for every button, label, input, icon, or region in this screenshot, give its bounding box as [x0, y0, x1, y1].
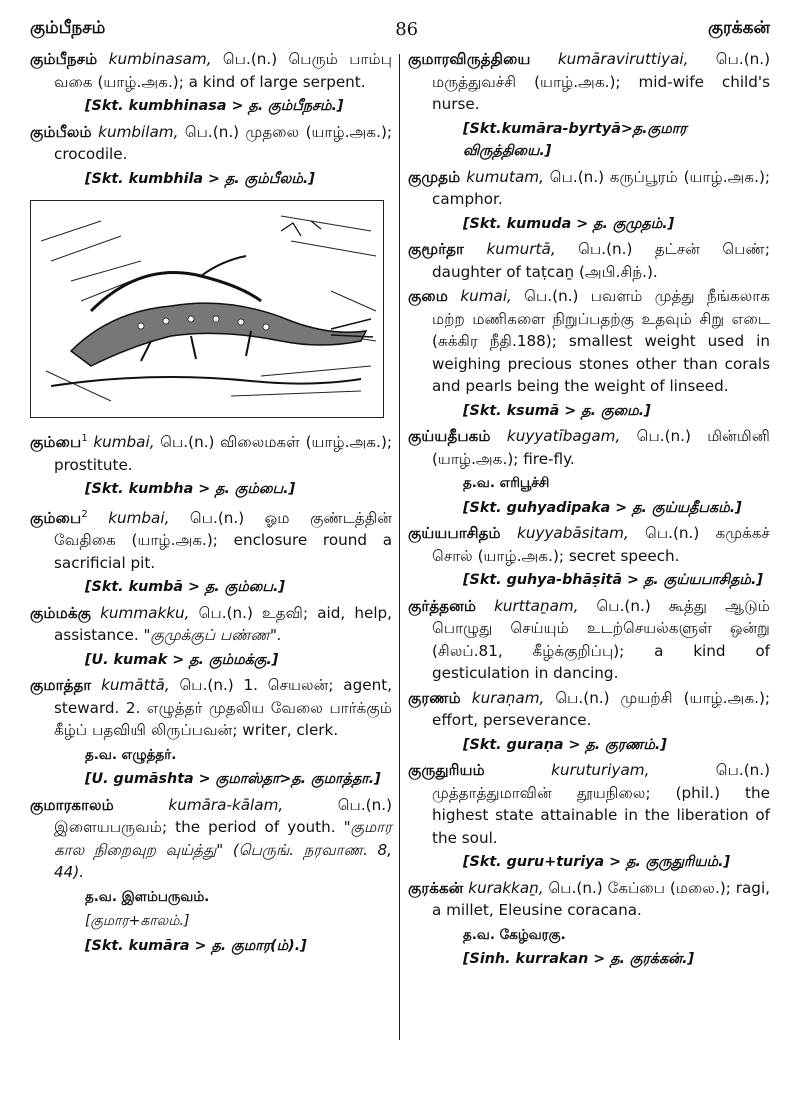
definition: பெ.(n.) இளையபருவம்; the period of youth. [54, 795, 392, 837]
etymology: [Skt. kumbha > த. கும்பை.] [85, 481, 296, 498]
transliteration: kuyyatībagam, [506, 427, 621, 445]
entry-line [30, 121, 392, 166]
transliteration: kumutam, [466, 167, 544, 186]
definition: பெ.(n.) கேப்பை (மலை.); ragi, a millet, Eleusine coracana. [432, 878, 770, 919]
dictionary-entry [408, 166, 770, 236]
page-header [30, 14, 770, 44]
dictionary-entry [30, 121, 392, 191]
definition: பெ.(n.) மின்மினி (யாழ்.அக.); fire-fly. [432, 427, 770, 468]
etymology: [U. gumāshta > குமாஸ்தா>த. குமாத்தா.] [85, 771, 381, 788]
tamil-equivalent: த.வ. எரிபூச்சி [463, 475, 550, 491]
entry-line [30, 794, 392, 884]
headword: கும்பை [30, 433, 82, 452]
etymology: [Skt. kumbhinasa > த. கும்பீநசம்.] [85, 98, 344, 114]
headword: குமுதம் [408, 167, 461, 186]
headword: குரணம் [408, 688, 461, 707]
definition: பெ.(n.) ஓம குண்டத்தின் வேதிகை (யாழ்.அக.); enclosure round a sacrificial pit. [54, 508, 392, 572]
entry-line [408, 48, 770, 116]
headword: குமாரவிருத்தியை [408, 50, 531, 68]
definition: பெ.(n.) விலைமகள் (யாழ்.அக.); prostitute. [54, 433, 393, 474]
dictionary-entry [30, 428, 392, 501]
transliteration: kuraṇam, [471, 688, 545, 707]
headword: குமை [408, 287, 449, 305]
etymology: [Skt.kumāra-byrtyā>த.குமார விருத்தியை.] [463, 120, 687, 159]
tamil-equivalent: த.வ. இளம்பருவம். [85, 888, 210, 905]
definition: பெ.(n.) கருப்பூரம் (யாழ்.அக.); camphor. [432, 167, 771, 208]
entry-line [30, 428, 392, 476]
definition: பெ.(n.) பவளம் முத்து நீங்கலாக மற்ற மணிகளை நிறுப்பதற்கு உதவும் சிறு எடை (சுக்கிர நீதி.188); smallest weight used in weighing precious stones other than corals and pearls being the weight of linseed. [432, 287, 771, 395]
headword: குருதுரியம் [408, 761, 485, 779]
headword: குய்யபாசிதம் [408, 524, 501, 542]
headword: கும்மக்கு [30, 603, 91, 622]
headword: கும்பை [30, 508, 82, 527]
page-number: 86 [395, 18, 419, 40]
transliteration: kuruturiyam, [551, 761, 650, 779]
citation-quote: "குமார கால நிறைவுற வுய்த்து" (பெருங். நரவாண. 8, 44). [54, 818, 392, 882]
dictionary-entry [30, 602, 392, 672]
crocodile-icon [31, 201, 382, 416]
transliteration: kummakku, [100, 603, 190, 622]
etymology: [Skt. kumbhila > த. கும்பீலம்.] [85, 170, 315, 187]
headword: குமூர்தா [408, 240, 464, 258]
entry-line [408, 166, 770, 211]
definition: பெ.(n.) மருத்துவச்சி (யாழ்.அக.); mid-wife child's nurse. [432, 50, 771, 113]
right-column [408, 48, 770, 974]
transliteration: kumbai, [108, 508, 170, 527]
transliteration: kumāraviruttiyai, [557, 50, 689, 68]
definition: பெ.(n.) பெரும் பாம்பு வகை (யாழ்.அக.); a kind of large serpent. [54, 50, 393, 91]
headword: குரக்கன் [408, 878, 464, 897]
headword: குர்த்தனம் [408, 596, 477, 615]
entry-line [408, 285, 770, 398]
dictionary-entry [408, 595, 770, 685]
dictionary-entry [30, 504, 392, 599]
headword: குய்யதீபகம் [408, 427, 491, 445]
etymology: [Skt. guhyadipaka > த. குய்யதீபகம்.] [463, 499, 742, 516]
etymology: [Sinh. kurrakan > த. குரக்கன்.] [463, 951, 695, 967]
entry-line [408, 759, 770, 849]
transliteration: kumbai, [93, 433, 155, 452]
entry-line [408, 522, 770, 567]
entry-line [408, 595, 770, 685]
etymology: [Skt. guru+turiya > த. குருதுரியம்.] [463, 854, 731, 870]
definition: பெ.(n.) கமுக்கச் சொல் (யாழ்.அக.); secret speech. [432, 524, 771, 565]
entry-line [408, 425, 770, 470]
definition: பெ.(n.) 1. செயலன்; agent, steward. 2. எழுத்தர் முதலிய வேலை பார்க்கும் கீழ்ப் பதவியி லிருப்பவன்; writer, clerk. [54, 676, 392, 740]
dictionary-entry [408, 687, 770, 757]
left-column [30, 48, 392, 960]
entry-line [30, 48, 392, 93]
definition: பெ.(n.) முதலை (யாழ்.அக.); crocodile. [54, 122, 392, 163]
entry-line [30, 602, 392, 647]
homonym-number: 2 [81, 508, 88, 520]
citation-quote: "குமுக்குப் பண்ண". [143, 626, 282, 645]
header-left-word: கும்பீநசம் [30, 18, 106, 38]
dictionary-entry [408, 759, 770, 874]
definition: பெ.(n.) தட்சன் பெண்; daughter of taṭcaṉ (அபி.சிந்.). [432, 240, 770, 281]
entry-line [408, 238, 770, 283]
etymology: [Skt. kumuda > த. குமுதம்.] [463, 215, 675, 232]
etymology: [Skt. guhya-bhāṣitā > த. குய்யபாசிதம்.] [463, 572, 763, 588]
etymology: [Skt. guraṇa > த. குரணம்.] [463, 736, 667, 753]
homonym-number: 1 [81, 433, 88, 444]
entry-line [408, 877, 770, 922]
dictionary-entry [408, 48, 770, 163]
entry-line [30, 674, 392, 742]
column-divider [399, 54, 400, 1040]
definition: பெ.(n.) முயற்சி (யாழ்.அக.); effort, perseverance. [432, 688, 771, 729]
transliteration: kumāra-kālam, [168, 795, 284, 814]
dictionary-entry [30, 674, 392, 791]
transliteration: kumāttā, [101, 676, 170, 695]
tamil-equivalent: த.வ. எழுத்தர். [85, 746, 177, 763]
definition: பெ.(n.) முத்தாத்துமாவின் தூயநிலை; (phil.) the highest state attainable in the liberation of the soul. [432, 761, 771, 847]
transliteration: kurttaṉam, [494, 596, 579, 615]
transliteration: kumurtā, [486, 240, 556, 258]
etymology: [Skt. ksumā > த. குமை.] [463, 402, 651, 419]
transliteration: kumai, [460, 287, 512, 305]
entry-line [30, 504, 392, 575]
etymology-note: [குமார+காலம்.] [85, 913, 190, 930]
entry-line [408, 687, 770, 732]
dictionary-entry [30, 794, 392, 958]
dictionary-entry [30, 48, 392, 118]
dictionary-entry [408, 238, 770, 283]
tamil-equivalent: த.வ. கேழ்வரகு. [463, 926, 566, 943]
definition: பெ.(n.) உதவி; aid, help, assistance. [54, 603, 393, 645]
dictionary-entry [408, 877, 770, 971]
crocodile-illustration [30, 200, 384, 418]
transliteration: kumbinasam, [108, 50, 212, 68]
headword: குமாரகாலம் [30, 795, 114, 814]
definition: பெ.(n.) கூத்து ஆடும் பொழுது செய்யும் உடற்செயல்களுள் ஒன்று (சிலப்.81, கீழ்க்குறிப்பு); a kind of gesticulation in dancing. [432, 596, 770, 682]
etymology: [U. kumak > த. கும்மக்கு.] [85, 651, 279, 668]
headword: கும்பீநசம் [30, 50, 98, 68]
dictionary-entry [408, 285, 770, 422]
dictionary-entry [408, 425, 770, 519]
headword: குமாத்தா [30, 676, 92, 695]
etymology: [Skt. kumbā > த. கும்பை.] [85, 579, 285, 596]
transliteration: kurakkaṉ, [468, 878, 544, 897]
header-right-word: குரக்கன் [707, 18, 770, 38]
transliteration: kuyyabāsitam, [517, 524, 629, 542]
transliteration: kumbilam, [98, 122, 179, 141]
headword: கும்பீலம் [30, 122, 92, 141]
etymology: [Skt. kumāra > த. குமார(ம்).] [85, 937, 307, 954]
dictionary-entry [408, 522, 770, 592]
